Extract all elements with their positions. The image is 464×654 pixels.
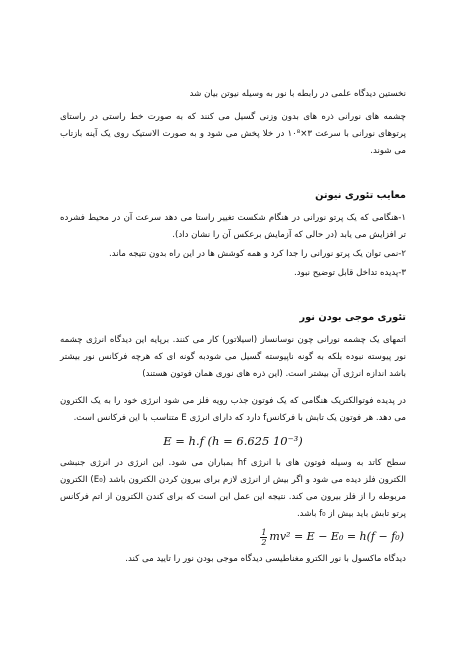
- newton-flaws-heading: معایب تئوری نیوتن: [315, 190, 406, 201]
- photoelectric-equation: mv² = E − E₀ = h(f − f₀): [269, 530, 404, 543]
- intro-line: نخستین دیدگاه علمی در رابطه با نور به وسیله نیوتن بیان شد: [189, 89, 406, 99]
- intro-paragraph: چشمه های نورانی ذره های بدون وزنی گسیل می کنند که به صورت خط راستی در راستای پرتوهای نورانی با سرعت ۳×۱۰⁸ در خلا پخش می شود و به صورت الاستیک روی یک آینه بازتاب می شوند.: [60, 112, 406, 156]
- half-fraction: $\frac{1}{2}$: [261, 527, 267, 547]
- wave-theory-heading: تئوری موجی بودن نور: [299, 312, 406, 323]
- photon-energy-formula: E = h.f (h = 6.625 10⁻³): [163, 434, 303, 448]
- flaw-item-3: ۳-پدیده تداخل قابل توضیح نبود.: [294, 268, 406, 278]
- wave-paragraph-1: اتمهای یک چشمه نورانی چون نوسانساز (اسیلاتور) کار می کنند. برپایه این دیدگاه انرژی چشمه نور پیوسته نبوده بلکه به گونه ناپیوسته گسیل می شودبه گونه ای که هرچه فرکانس نور بیشتر باشد اندازه انرژی آن بیشتر است. (این ذره های نوری همان فوتون هستند): [60, 335, 406, 379]
- flaw-item-1: ۱-هنگامی که یک پرتو نورانی در هنگام شکست تغییر راستا می دهد سرعت آن در محیط فشرده تر افزایش می یابد (در حالی که آزمایش برعکس آن را نشان داد).: [60, 213, 406, 240]
- wave-paragraph-2: در پدیده فوتوالکتریک هنگامی که یک فوتون جذب رویه فلز می شود انرژی خود را به یک الکترون می دهد. هر فوتون یک تابش با فرکانسf دارد که دارای انرژی E متناسب با این فرکانس است.: [60, 396, 406, 423]
- wave-paragraph-3: سطح کاتد به وسیله فوتون های با انرژی hf بمباران می شود. این انرژی در انرژی جنبشی الکترون فلز دیده می شود و اگر بیش از انرژی لازم برای بیرون کردن الکترون باشد (E₀) الکترون مربوطه را از فلز بیرون می کند. نتیجه این عمل این است که برای کندن الکترون از اتم فرکانس پرتو تابش باید بیش از f₀ باشد.: [60, 458, 406, 519]
- flaw-item-2: ۲-نمی توان یک پرتو نورانی را جدا کرد و همه کوشش ها در این راه بدون نتیجه ماند.: [109, 249, 406, 259]
- photoelectric-formula: [60, 527, 406, 547]
- wave-paragraph-4: دیدگاه ماکسول با نور الکترو مغناطیسی دیدگاه موجی بودن نور را تایید می کند.: [125, 554, 406, 564]
